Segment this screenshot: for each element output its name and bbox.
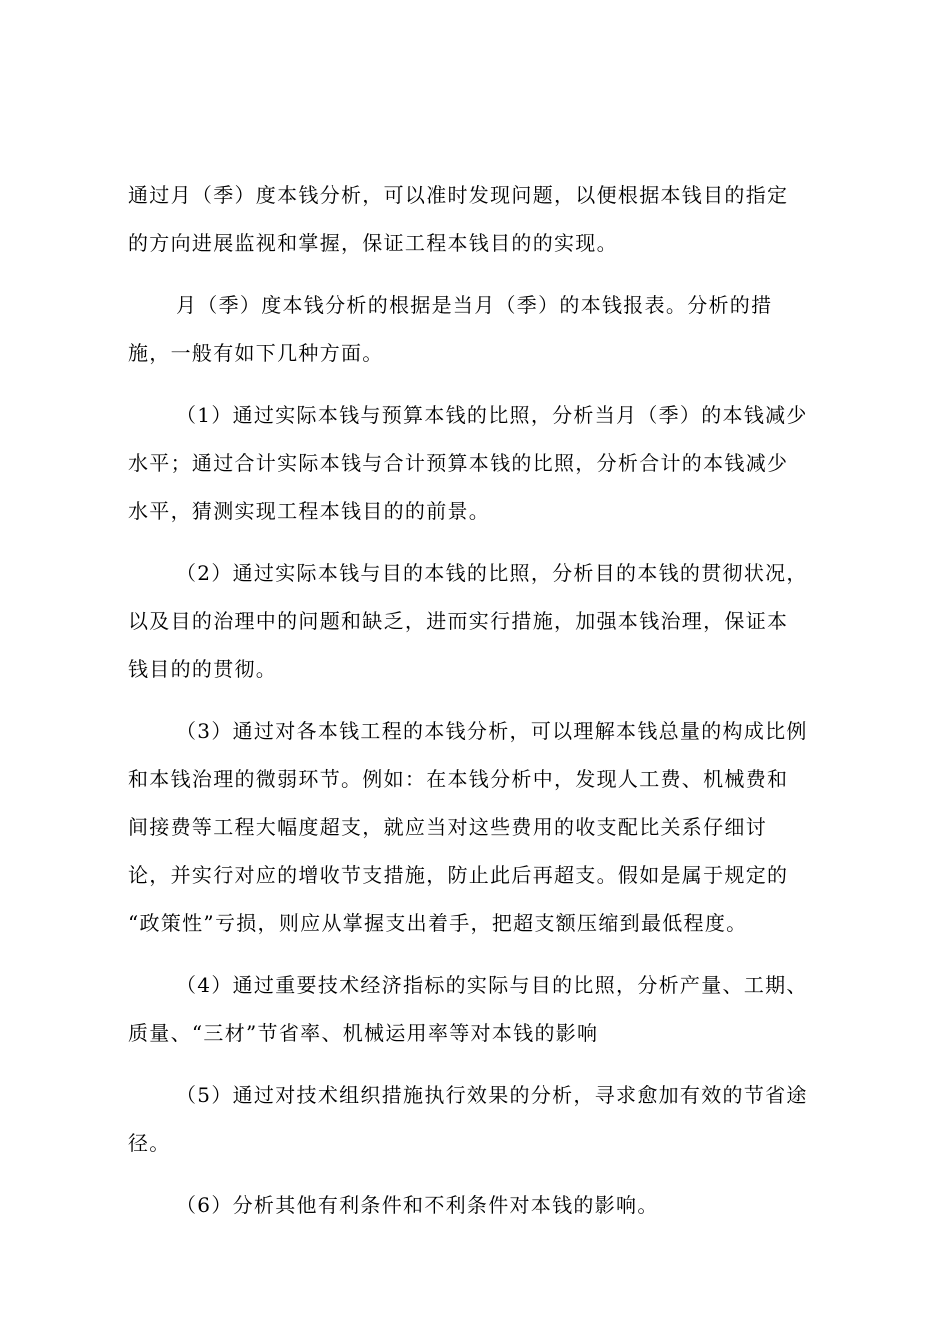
item-5-line-1: （5）通过对技术组织措施执行效果的分析，寻求愈加有效的节省途 [176, 1083, 808, 1107]
paragraph-1-line-1: 通过月（季）度本钱分析，可以准时发现问题，以便根据本钱目的指定 [128, 183, 789, 207]
item-4-line-1: （4）通过重要技术经济指标的实际与目的比照，分析产量、工期、 [176, 973, 808, 997]
item-4-line-2: 质量、“三材”节省率、机械运用率等对本钱的影响 [128, 1021, 599, 1045]
item-3-line-2: 和本钱治理的微弱环节。例如：在本钱分析中，发现人工费、机械费和 [128, 767, 789, 791]
paragraph-1-line-2: 的方向进展监视和掌握，保证工程本钱目的的实现。 [128, 231, 618, 255]
item-2-line-1: （2）通过实际本钱与目的本钱的比照，分析目的本钱的贯彻状况， [176, 561, 808, 585]
item-5-line-2: 径。 [128, 1131, 171, 1155]
item-1-line-1: （1）通过实际本钱与预算本钱的比照，分析当月（季）的本钱减少 [176, 403, 808, 427]
paragraph-2-line-1: 月（季）度本钱分析的根据是当月（季）的本钱报表。分析的措 [176, 293, 773, 317]
item-6-line-1: （6）分析其他有利条件和不利条件对本钱的影响。 [176, 1193, 659, 1217]
paragraph-2-line-2: 施，一般有如下几种方面。 [128, 341, 384, 365]
item-3-line-1: （3）通过对各本钱工程的本钱分析，可以理解本钱总量的构成比例 [176, 719, 808, 743]
item-3-line-4: 论，并实行对应的增收节支措施，防止此后再超支。假如是属于规定的 [128, 863, 789, 887]
item-2-line-2: 以及目的治理中的问题和缺乏，进而实行措施，加强本钱治理，保证本 [128, 609, 789, 633]
item-3-line-5: “政策性”亏损，则应从掌握支出着手，把超支额压缩到最低程度。 [128, 911, 748, 935]
item-1-line-3: 水平，猜测实现工程本钱目的的前景。 [128, 499, 491, 523]
item-3-line-3: 间接费等工程大幅度超支，就应当对这些费用的收支配比关系仔细讨 [128, 815, 767, 839]
item-2-line-3: 钱目的的贯彻。 [128, 657, 278, 681]
item-1-line-2: 水平；通过合计实际本钱与合计预算本钱的比照，分析合计的本钱减少 [128, 451, 789, 475]
